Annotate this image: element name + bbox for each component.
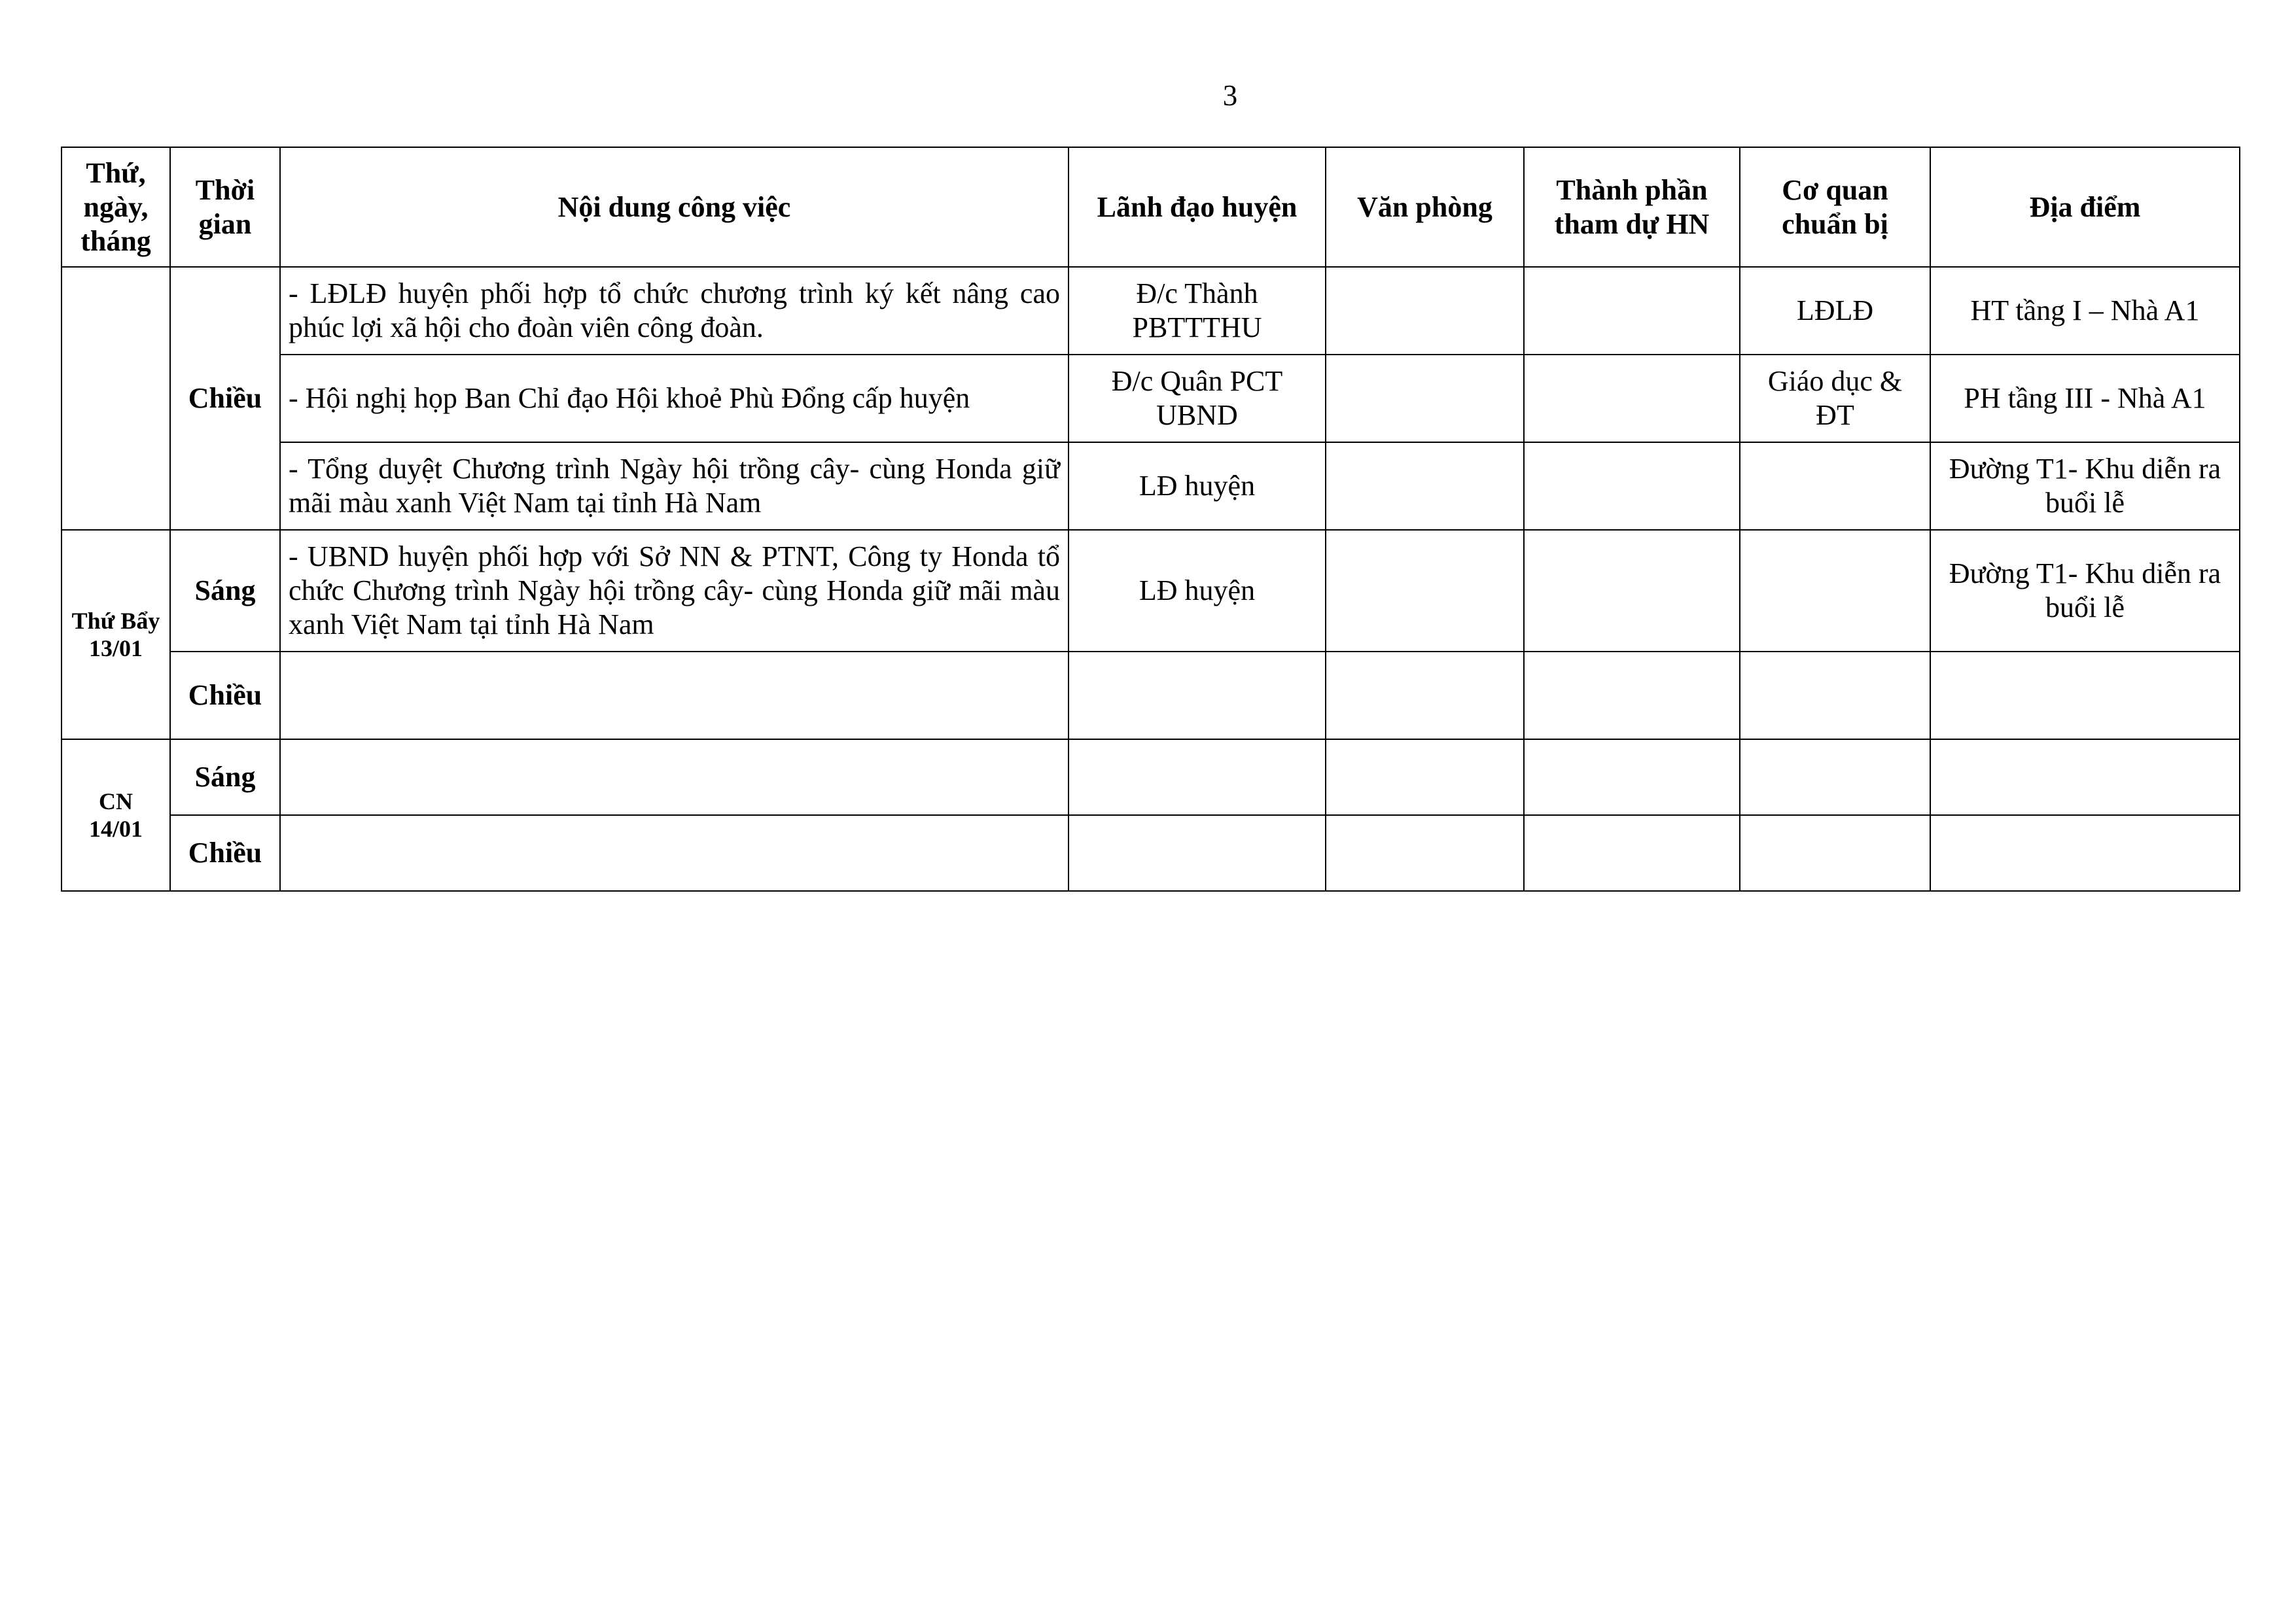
session-cell: Sáng bbox=[170, 530, 280, 652]
header-participants: Thành phần tham dự HN bbox=[1524, 147, 1740, 267]
table-row bbox=[62, 355, 2240, 442]
content-cell: - LĐLĐ huyện phối hợp tổ chức chương trình ký kết nâng cao phúc lợi xã hội cho đoàn viên công đoàn. bbox=[280, 267, 1069, 355]
content-cell: - Hội nghị họp Ban Chỉ đạo Hội khoẻ Phù Đổng cấp huyện bbox=[280, 355, 1069, 442]
day-cell: Thứ Bẩy 13/01 bbox=[62, 530, 170, 739]
office-cell bbox=[1326, 355, 1524, 442]
header-location: Địa điểm bbox=[1930, 147, 2240, 267]
content-cell bbox=[280, 739, 1069, 815]
leader-cell bbox=[1069, 739, 1326, 815]
agency-cell bbox=[1740, 652, 1930, 739]
location-cell: PH tầng III - Nhà A1 bbox=[1930, 355, 2240, 442]
page-number: 3 bbox=[1222, 79, 1238, 112]
participants-cell bbox=[1524, 355, 1740, 442]
location-cell bbox=[1930, 739, 2240, 815]
participants-cell bbox=[1524, 267, 1740, 355]
header-agency: Cơ quan chuẩn bị bbox=[1740, 147, 1930, 267]
content-cell bbox=[280, 652, 1069, 739]
office-cell bbox=[1326, 530, 1524, 652]
agency-cell bbox=[1740, 530, 1930, 652]
participants-cell bbox=[1524, 442, 1740, 530]
location-cell: HT tầng I – Nhà A1 bbox=[1930, 267, 2240, 355]
content-cell: - Tổng duyệt Chương trình Ngày hội trồng cây- cùng Honda giữ mãi màu xanh Việt Nam tại tỉnh Hà Nam bbox=[280, 442, 1069, 530]
office-cell bbox=[1326, 267, 1524, 355]
agency-cell bbox=[1740, 739, 1930, 815]
office-cell bbox=[1326, 739, 1524, 815]
office-cell bbox=[1326, 652, 1524, 739]
agency-cell: Giáo dục & ĐT bbox=[1740, 355, 1930, 442]
participants-cell bbox=[1524, 652, 1740, 739]
leader-cell: Đ/c Quân PCT UBND bbox=[1069, 355, 1326, 442]
session-cell: Chiều bbox=[170, 267, 280, 530]
agency-cell bbox=[1740, 442, 1930, 530]
table-row bbox=[62, 815, 2240, 891]
location-cell bbox=[1930, 815, 2240, 891]
location-cell: Đường T1- Khu diễn ra buổi lễ bbox=[1930, 530, 2240, 652]
day-cell bbox=[62, 267, 170, 530]
header-office: Văn phòng bbox=[1326, 147, 1524, 267]
header-day: Thứ, ngày, tháng bbox=[62, 147, 170, 267]
leader-cell bbox=[1069, 652, 1326, 739]
agency-cell: LĐLĐ bbox=[1740, 267, 1930, 355]
leader-cell: Đ/c Thành PBTTTHU bbox=[1069, 267, 1326, 355]
office-cell bbox=[1326, 442, 1524, 530]
leader-cell: LĐ huyện bbox=[1069, 442, 1326, 530]
schedule-table bbox=[61, 147, 2240, 892]
day-cell: CN 14/01 bbox=[62, 739, 170, 891]
content-cell: - UBND huyện phối hợp với Sở NN & PTNT, Công ty Honda tổ chức Chương trình Ngày hội trồng cây- cùng Honda giữ mãi màu xanh Việt Nam tại tỉnh Hà Nam bbox=[280, 530, 1069, 652]
session-cell: Chiều bbox=[170, 815, 280, 891]
leader-cell bbox=[1069, 815, 1326, 891]
session-cell: Chiều bbox=[170, 652, 280, 739]
location-cell: Đường T1- Khu diễn ra buổi lễ bbox=[1930, 442, 2240, 530]
location-cell bbox=[1930, 652, 2240, 739]
header-leader: Lãnh đạo huyện bbox=[1069, 147, 1326, 267]
participants-cell bbox=[1524, 815, 1740, 891]
table-row bbox=[62, 530, 2240, 652]
table-row bbox=[62, 739, 2240, 815]
table-row bbox=[62, 267, 2240, 355]
leader-cell: LĐ huyện bbox=[1069, 530, 1326, 652]
header-time: Thời gian bbox=[170, 147, 280, 267]
session-cell: Sáng bbox=[170, 739, 280, 815]
header-content: Nội dung công việc bbox=[280, 147, 1069, 267]
participants-cell bbox=[1524, 530, 1740, 652]
header-row bbox=[62, 147, 2240, 267]
table-row bbox=[62, 652, 2240, 739]
participants-cell bbox=[1524, 739, 1740, 815]
content-cell bbox=[280, 815, 1069, 891]
office-cell bbox=[1326, 815, 1524, 891]
table-row bbox=[62, 442, 2240, 530]
agency-cell bbox=[1740, 815, 1930, 891]
